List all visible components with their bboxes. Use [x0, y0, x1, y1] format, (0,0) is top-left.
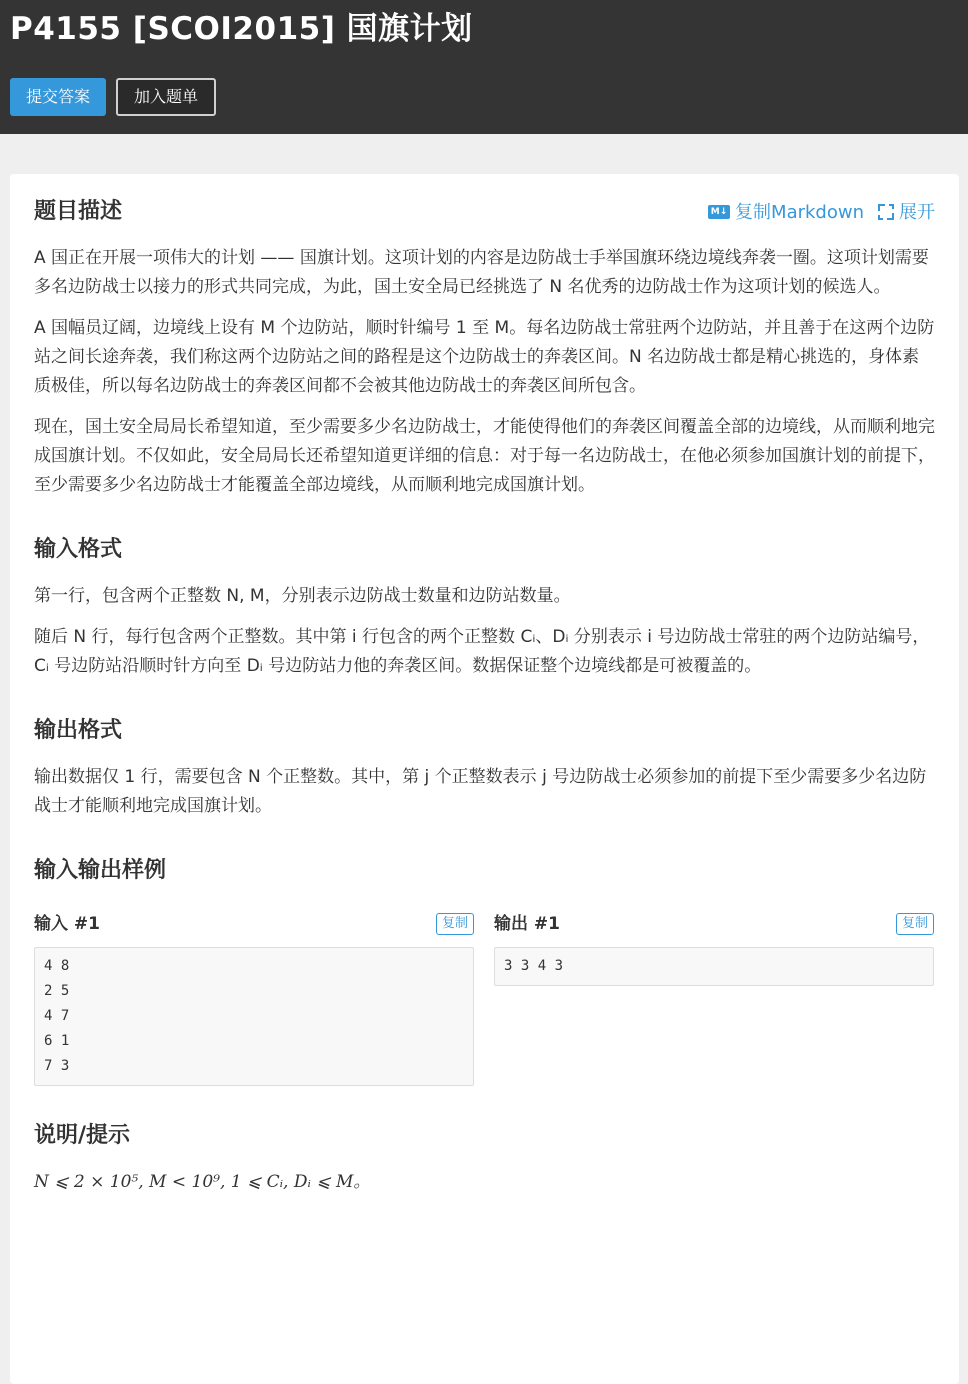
- description-actions: [708, 198, 935, 227]
- description-header: [34, 192, 935, 232]
- copy-output-button[interactable]: 复制: [896, 913, 934, 935]
- input-format-paragraph-1: 第一行，包含两个正整数 N, M，分别表示边防战士数量和边防站数量。: [34, 586, 571, 606]
- copy-markdown-label: 复制Markdown: [735, 201, 864, 223]
- sample-input-code: 4 8 2 5 4 7 6 1 7 3: [34, 947, 474, 1086]
- description-paragraph-3: 现在，国土安全局局长希望知道，至少需要多少名边防战士，才能使得他们的奔袭区间覆盖全部的边境线，从而顺利地完成国旗计划。不仅如此，安全局局长还希望知道更详细的信息：对于每一名边防战士，在他必须参加国旗计划的前提下，至少需要多少名边防战士才能覆盖全部边境线，从而顺利地完成国旗计划。: [34, 417, 935, 495]
- input-format-section: [34, 530, 935, 681]
- expand-icon: [878, 204, 894, 220]
- description-paragraph-2: A 国幅员辽阔，边境线上设有 M 个边防站，顺时针编号 1 至 M。每名边防战士常驻两个边防站，并且善于在这两个边防站之间长途奔袭，我们称这两个边防站之间的路程是这个边防战士的奔袭区间。N 名边防战士都是精心挑选的，身体素质极佳，所以每名边防战士的奔袭区间都不会被其他边防战士的奔袭区间所包含。: [34, 318, 935, 396]
- add-to-list-button[interactable]: 加入题单: [116, 78, 216, 116]
- expand-button[interactable]: [878, 198, 935, 227]
- problem-card: [10, 174, 959, 1384]
- expand-label: 展开: [899, 201, 935, 223]
- copy-markdown-button[interactable]: [708, 198, 864, 227]
- output-format-section: [34, 711, 935, 821]
- samples-heading: 输入输出样例: [34, 858, 167, 883]
- sample-input: [34, 909, 474, 1086]
- sample-output-code: 3 3 4 3: [494, 947, 934, 986]
- markdown-icon: M↓: [708, 205, 730, 219]
- problem-header: [0, 0, 968, 134]
- input-format-paragraph-2: 随后 N 行，每行包含两个正整数。其中第 i 行包含的两个正整数 Cᵢ、Dᵢ 分别表示 i 号边防战士常驻的两个边防站编号，Cᵢ 号边防站沿顺时针方向至 Dᵢ 号边防站力他的奔袭区间。数据保证整个边境线都是可被覆盖的。: [34, 627, 930, 676]
- input-format-heading: 输入格式: [34, 537, 123, 562]
- header-actions: [10, 78, 958, 116]
- description-paragraph-1: A 国正在开展一项伟大的计划 —— 国旗计划。这项计划的内容是边防战士手举国旗环绕边境线奔袭一圈。这项计划需要多名边防战士以接力的形式共同完成，为此，国土安全局已经挑选了 N 名优秀的边防战士作为这项计划的候选人。: [34, 248, 929, 297]
- output-format-paragraph-1: 输出数据仅 1 行，需要包含 N 个正整数。其中，第 j 个正整数表示 j 号边防战士必须参加的前提下至少需要多少名边防战士才能顺利地完成国旗计划。: [34, 767, 927, 816]
- hint-heading: 说明/提示: [34, 1123, 131, 1148]
- samples-section: [34, 851, 935, 1086]
- sample-input-header: [34, 909, 474, 939]
- hint-text: N ⩽ 2 × 10⁵, M < 10⁹, 1 ⩽ Cᵢ, Dᵢ ⩽ M。: [34, 1172, 371, 1192]
- sample-output-title: 输出 #1: [494, 913, 560, 934]
- submit-answer-button[interactable]: 提交答案: [10, 78, 106, 116]
- problem-title: P4155 [SCOI2015] 国旗计划: [10, 11, 473, 47]
- description-heading: 题目描述: [34, 199, 123, 224]
- hint-section: [34, 1116, 935, 1197]
- sample-input-title: 输入 #1: [34, 913, 100, 934]
- sample-output: [494, 909, 934, 1086]
- samples-row: [34, 909, 935, 1086]
- sample-output-header: [494, 909, 934, 939]
- output-format-heading: 输出格式: [34, 718, 123, 743]
- copy-input-button[interactable]: 复制: [436, 913, 474, 935]
